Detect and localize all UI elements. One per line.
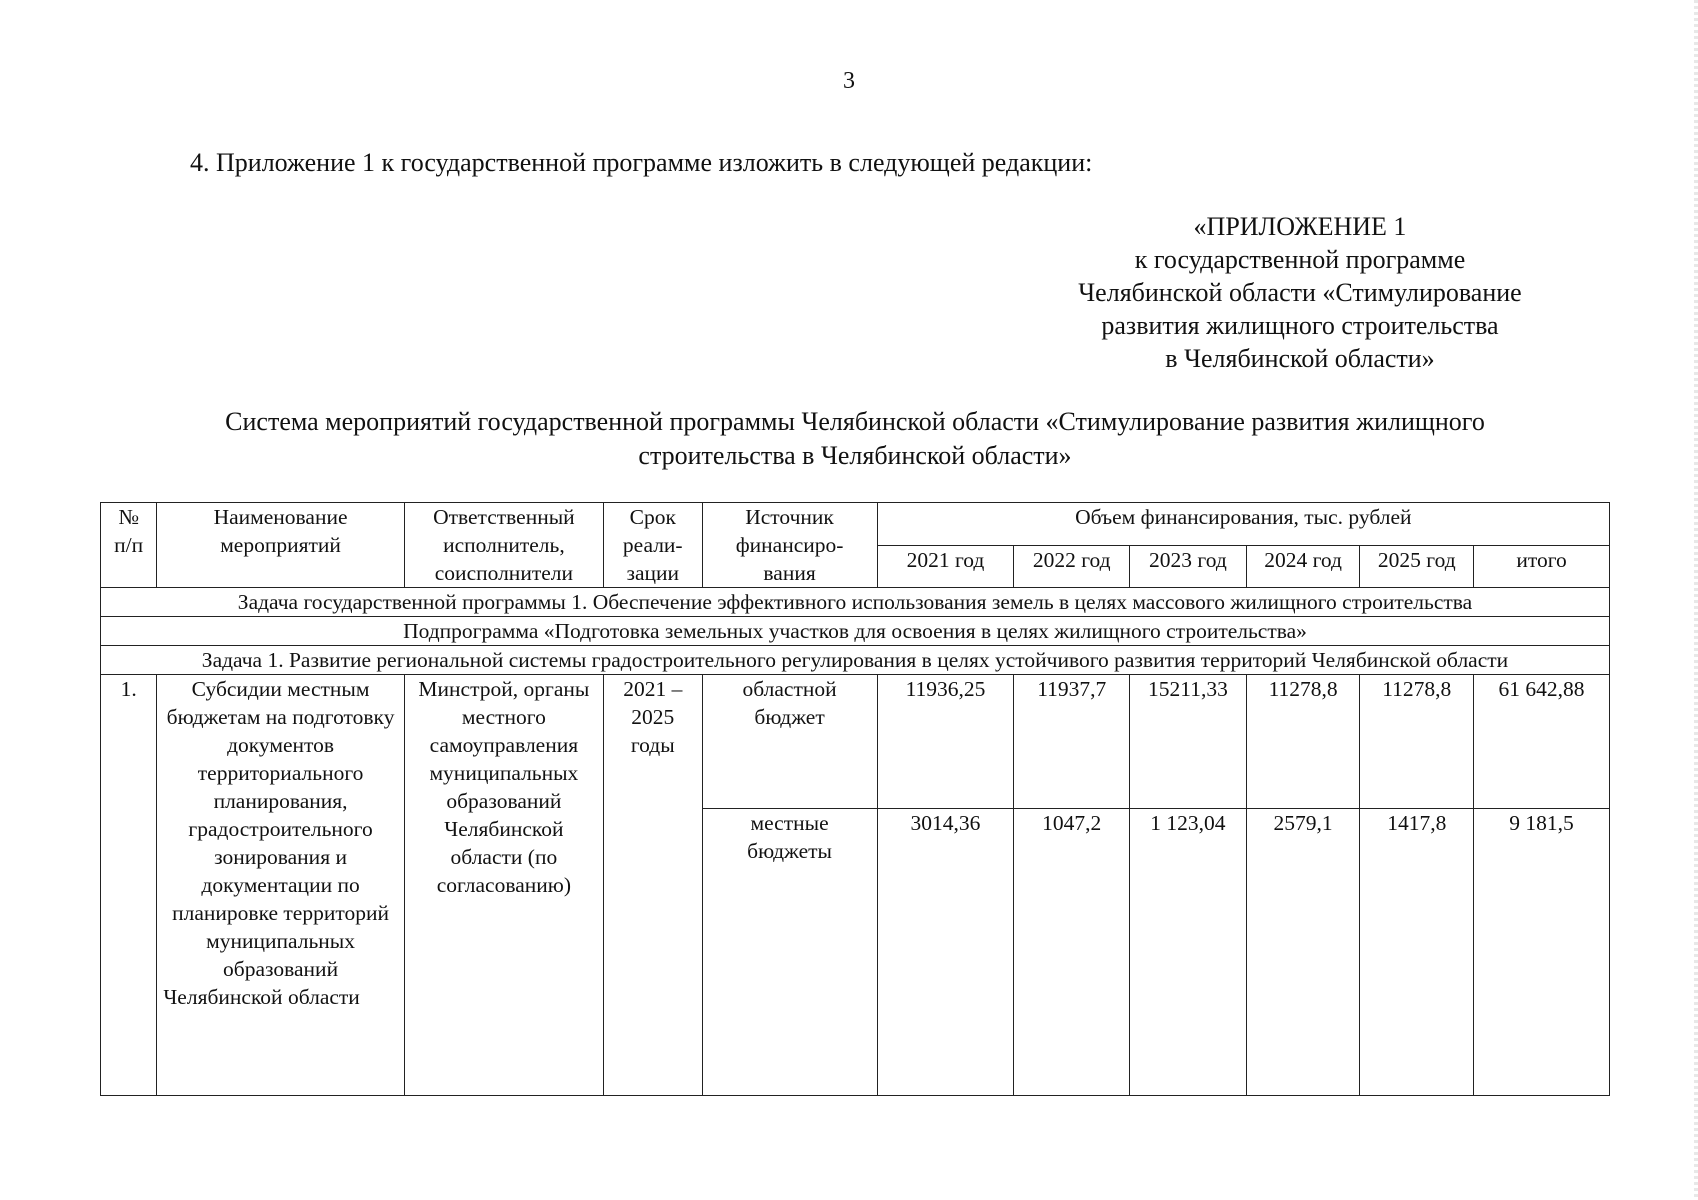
measures-table [100, 502, 1610, 1096]
value-cell: 1 123,04 [1130, 809, 1247, 1096]
header-num: № п/п [101, 503, 157, 588]
amendment-paragraph: 4. Приложение 1 к государственной программе изложить в следующей редакции: [190, 148, 1093, 177]
value-cell: 11937,7 [1014, 675, 1130, 809]
title-line: строительства в Челябинской области» [638, 441, 1072, 470]
header-year: 2022 год [1014, 545, 1130, 588]
total-cell: 61 642,88 [1474, 675, 1610, 809]
scan-edge-artifact [1694, 0, 1698, 1200]
value-cell: 3014,36 [877, 809, 1014, 1096]
page-number: 3 [843, 68, 855, 94]
total-cell: 9 181,5 [1474, 809, 1610, 1096]
task-cell: Задача государственной программы 1. Обеспечение эффективного использования земель в целях массового жилищного строительства [101, 588, 1610, 617]
item-num: 1. [101, 675, 157, 1096]
header-source: Источник финансиро- вания [702, 503, 877, 588]
title-line: Система мероприятий государственной программы Челябинской области «Стимулирование развития жилищного [225, 407, 1485, 436]
header-total: итого [1474, 545, 1610, 588]
header-year: 2021 год [877, 545, 1014, 588]
task-row [101, 588, 1610, 617]
header-row [101, 503, 1610, 546]
item-name: Субсидии местным бюджетам на подготовку документов территориального планирования, градостроительного зонирования и документации по планировке территорий муниципальных образований Челябинской области [157, 675, 404, 1096]
appendix-line: к государственной программе [1134, 245, 1466, 274]
subprogram-cell: Подпрограмма «Подготовка земельных участков для освоения в целях жилищного строительства» [101, 617, 1610, 646]
appendix-line: «ПРИЛОЖЕНИЕ 1 [1193, 212, 1407, 241]
table-row [101, 675, 1610, 809]
item-term: 2021 – 2025 годы [603, 675, 702, 1096]
header-executor: Ответственный исполнитель, соисполнители [404, 503, 603, 588]
value-cell: 11278,8 [1246, 675, 1360, 809]
value-cell: 15211,33 [1130, 675, 1247, 809]
appendix-line: Челябинской области «Стимулирование [1078, 278, 1522, 307]
value-cell: 11278,8 [1360, 675, 1474, 809]
header-funding: Объем финансирования, тыс. рублей [877, 503, 1609, 546]
header-year: 2023 год [1130, 545, 1247, 588]
source-regional: областной бюджет [702, 675, 877, 809]
source-local: местные бюджеты [702, 809, 877, 1096]
subprogram-row [101, 617, 1610, 646]
value-cell: 1417,8 [1360, 809, 1474, 1096]
value-cell: 2579,1 [1246, 809, 1360, 1096]
appendix-line: в Челябинской области» [1165, 344, 1435, 373]
value-cell: 1047,2 [1014, 809, 1130, 1096]
header-term: Срок реали- зации [603, 503, 702, 588]
value-cell: 11936,25 [877, 675, 1014, 809]
header-name: Наименование мероприятий [157, 503, 404, 588]
item-executor: Минстрой, органы местного самоуправления муниципальных образований Челябинской области (по согласованию) [404, 675, 603, 1096]
subtask-cell: Задача 1. Развитие региональной системы градостроительного регулирования в целях устойчивого развития территорий Челябинской области [101, 646, 1610, 675]
header-year: 2024 год [1246, 545, 1360, 588]
appendix-line: развития жилищного строительства [1101, 311, 1499, 340]
subtask-row [101, 646, 1610, 675]
header-year: 2025 год [1360, 545, 1474, 588]
document-title [140, 405, 1570, 473]
appendix-block [1050, 210, 1550, 375]
